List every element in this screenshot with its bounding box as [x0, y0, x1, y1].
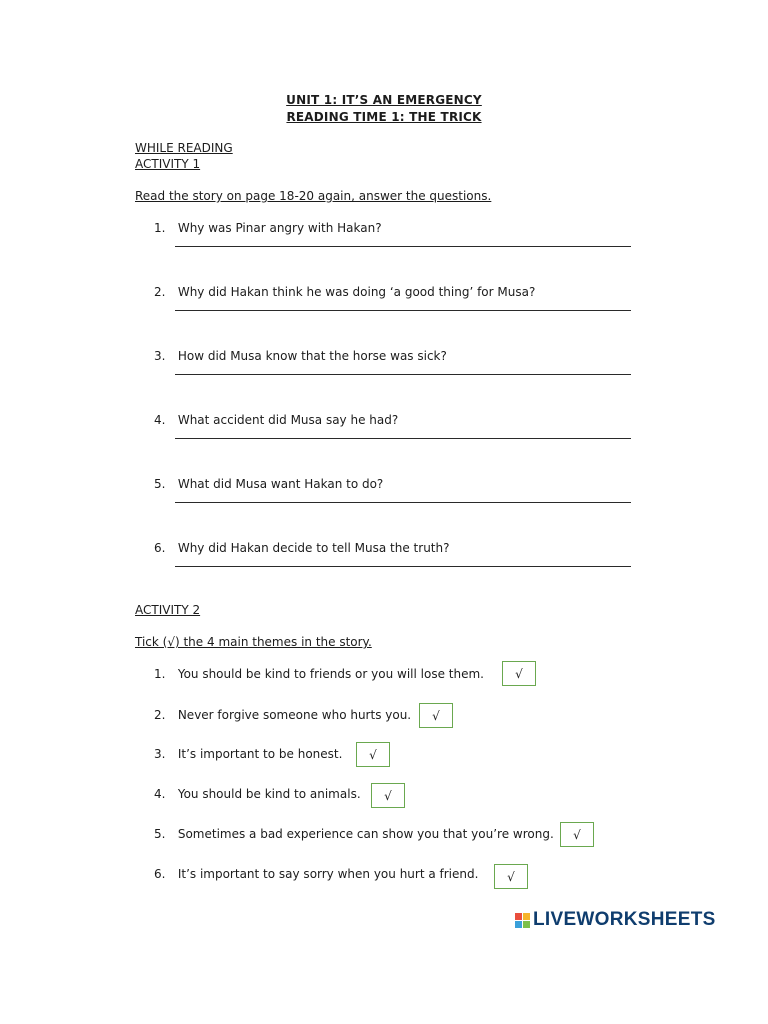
logo-mark-icon: [515, 913, 530, 928]
answer-line-2[interactable]: [175, 310, 631, 311]
question-number: 2.: [154, 285, 166, 299]
activity2-instruction: Tick (√) the 4 main themes in the story.: [135, 635, 372, 649]
tick-box-1[interactable]: √: [502, 661, 536, 686]
question-number: 3.: [154, 349, 166, 363]
question-text: What did Musa want Hakan to do?: [177, 477, 384, 491]
question-5: [154, 477, 383, 491]
question-6: [154, 541, 449, 555]
while-reading-label: WHILE READING: [135, 141, 233, 155]
question-text: Why did Hakan decide to tell Musa the truth?: [177, 541, 450, 555]
unit-title: UNIT 1: IT’S AN EMERGENCY: [286, 93, 482, 107]
question-2: [154, 285, 535, 299]
theme-number: 5.: [154, 827, 166, 841]
theme-3: [154, 747, 342, 761]
question-text: Why was Pinar angry with Hakan?: [177, 221, 382, 235]
question-text: What accident did Musa say he had?: [177, 413, 399, 427]
theme-6: [154, 867, 478, 881]
theme-number: 2.: [154, 708, 166, 722]
logo-text: LIVEWORKSHEETS: [533, 909, 716, 930]
tick-box-3[interactable]: √: [356, 742, 390, 767]
activity2-label: ACTIVITY 2: [135, 603, 201, 617]
theme-number: 1.: [154, 667, 166, 681]
question-text: Why did Hakan think he was doing ‘a good thing’ for Musa?: [177, 285, 536, 299]
question-number: 5.: [154, 477, 166, 491]
tick-box-5[interactable]: √: [560, 822, 594, 847]
question-number: 4.: [154, 413, 166, 427]
theme-text: You should be kind to friends or you will lose them.: [177, 667, 484, 681]
theme-number: 4.: [154, 787, 166, 801]
tick-box-4[interactable]: √: [371, 783, 405, 808]
question-text: How did Musa know that the horse was sick?: [177, 349, 447, 363]
theme-number: 6.: [154, 867, 166, 881]
answer-line-4[interactable]: [175, 438, 631, 439]
theme-text: It’s important to be honest.: [177, 747, 343, 761]
answer-line-6[interactable]: [175, 566, 631, 567]
tick-box-2[interactable]: √: [419, 703, 453, 728]
theme-text: Sometimes a bad experience can show you that you’re wrong.: [177, 827, 554, 841]
answer-line-5[interactable]: [175, 502, 631, 503]
activity1-label: ACTIVITY 1: [135, 157, 201, 171]
theme-4: [154, 787, 361, 801]
activity1-instruction: Read the story on page 18-20 again, answer the questions.: [135, 189, 492, 203]
reading-title: READING TIME 1: THE TRICK: [286, 110, 482, 124]
theme-2: [154, 708, 411, 722]
tick-box-6[interactable]: √: [494, 864, 528, 889]
theme-1: [154, 667, 484, 681]
question-number: 1.: [154, 221, 166, 235]
question-1: [154, 221, 382, 235]
theme-number: 3.: [154, 747, 166, 761]
question-4: [154, 413, 398, 427]
answer-line-3[interactable]: [175, 374, 631, 375]
theme-5: [154, 827, 554, 841]
theme-text: Never forgive someone who hurts you.: [177, 708, 412, 722]
theme-text: You should be kind to animals.: [177, 787, 361, 801]
liveworksheets-logo: [515, 909, 716, 931]
answer-line-1[interactable]: [175, 246, 631, 247]
question-3: [154, 349, 447, 363]
question-number: 6.: [154, 541, 166, 555]
theme-text: It’s important to say sorry when you hurt a friend.: [177, 867, 479, 881]
